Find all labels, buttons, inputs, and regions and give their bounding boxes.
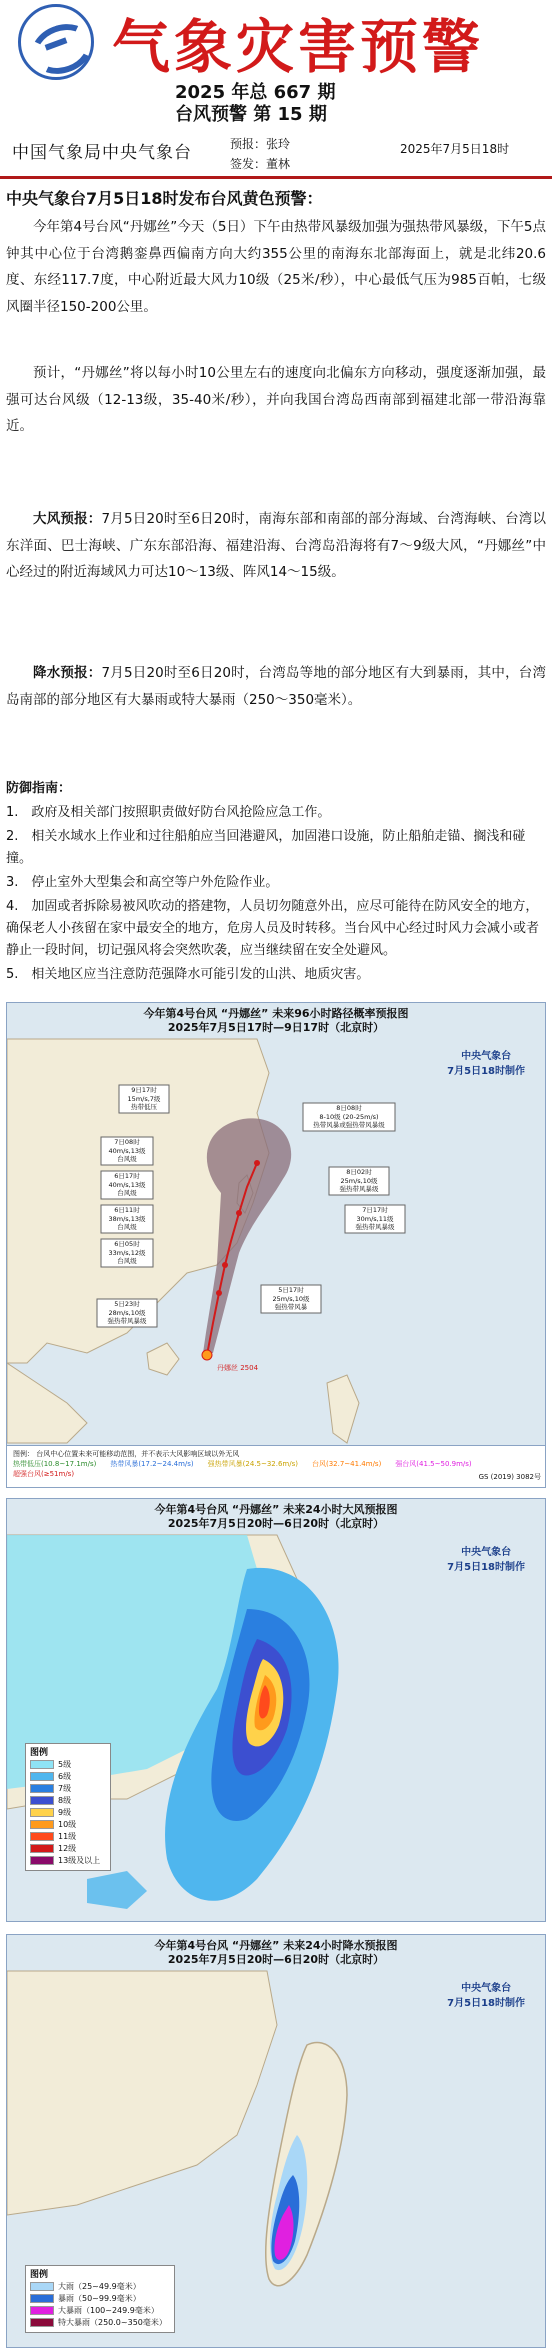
map2-subtitle: 2025年7月5日20时—6日20时（北京时） <box>167 1517 385 1530</box>
legend-item <box>30 1855 106 1867</box>
legend-title: 图例 <box>30 1748 49 1758</box>
issue-total: 2025 年总 667 期 <box>175 82 336 103</box>
track-label: 8日02时 25m/s,10级 强热带风暴级 <box>339 1168 379 1193</box>
track-label: 5日23时 28m/s,10级 强热带风暴级 <box>107 1300 147 1325</box>
legend-label: 10级 <box>58 1820 77 1829</box>
legend-title: 图例 <box>30 2270 49 2280</box>
map3-badge <box>447 1979 525 2009</box>
legend-item <box>30 1807 106 1819</box>
typhoon-center-current <box>202 1350 212 1360</box>
issue-typhoon: 台风预警 第 15 期 <box>175 104 327 125</box>
map3-legend <box>25 2265 175 2333</box>
rain-text: 7月5日20时至6日20时，台湾岛等地的部分地区有大到暴雨，其中，台湾岛南部的部分地区有大暴雨或特大暴雨（250～350毫米）。 <box>6 665 547 708</box>
legend-item <box>30 1759 106 1771</box>
guide-item: 1. 政府及相关部门按照职责做好防台风抢险应急工作。 <box>6 805 331 820</box>
headline: 中央气象台7月5日18时发布台风黄色预警： <box>6 189 323 208</box>
track-label: 8日08时 8-10级 (20-25m/s) 热带风暴或强热带风暴级 <box>313 1104 385 1129</box>
legend-label: 7级 <box>58 1784 72 1793</box>
header-divider <box>0 176 552 179</box>
legend-item <box>30 2317 170 2329</box>
issuing-organization: 中国气象局中央气象台 <box>12 143 192 163</box>
bulletin-header <box>0 0 552 128</box>
badge-time: 7月5日18时制作 <box>447 1998 525 2009</box>
legend-label: 大暴雨（100~249.9毫米） <box>58 2306 159 2315</box>
legend-item <box>30 2281 170 2293</box>
track-label: 9日17时 15m/s,7级 热带低压 <box>127 1086 161 1111</box>
map2-badge <box>447 1543 525 1573</box>
legend-label: 11级 <box>58 1832 77 1841</box>
guide-item: 2. 相关水域水上作业和过往船舶应当回港避风，加固港口设施，防止船舶走锚、搁浅和碰撞。 <box>6 829 526 866</box>
paragraph-forecast: 预计，“丹娜丝”将以每小时10公里左右的速度向北偏东方向移动，强度逐渐加强，最强可达台风级（12-13级，35-40米/秒），并向我国台湾岛西南部到福建北部一带沿海靠近。 <box>6 365 546 434</box>
legend-label: 9级 <box>58 1808 72 1817</box>
map-approval-number: GS (2019) 3082号 <box>478 1473 541 1481</box>
guide-title: 防御指南： <box>6 781 72 796</box>
legend-item: 强台风(41.5~50.9m/s) <box>395 1460 472 1468</box>
legend-label: 8级 <box>58 1796 72 1805</box>
legend-item <box>30 1771 106 1783</box>
badge-time: 7月5日18时制作 <box>447 1066 525 1077</box>
map2-title: 今年第4号台风 “丹娜丝” 未来24小时大风预报图 <box>154 1503 398 1516</box>
track-forecast-map <box>6 1002 546 1488</box>
signer: 签发：董林 <box>230 157 291 171</box>
legend-item: 热带低压(10.8~17.1m/s) <box>13 1460 97 1468</box>
paragraph-wind <box>6 506 546 586</box>
map1-subtitle: 2025年7月5日17时—9日17时（北京时） <box>167 1021 385 1034</box>
defense-guide <box>6 778 546 988</box>
legend-item <box>30 2293 170 2305</box>
legend-item <box>30 1795 106 1807</box>
track-label: 5日17时 25m/s,10级 强热带风暴 <box>272 1286 310 1311</box>
legend-label: 特大暴雨（250.0~350毫米） <box>58 2318 167 2327</box>
badge-org: 中央气象台 <box>461 1051 512 1062</box>
legend-item <box>30 1831 106 1843</box>
track-label: 6日17时 40m/s,13级 台风级 <box>108 1172 146 1197</box>
legend-item <box>30 1819 106 1831</box>
legend-note: 图例： 台风中心位置未来可能移动范围，并不表示大风影响区域以外无风 <box>13 1450 240 1458</box>
legend-item: 强热带风暴(24.5~32.6m/s) <box>207 1460 298 1468</box>
track-label: 6日11时 38m/s,13级 台风级 <box>108 1206 146 1231</box>
map1-title: 今年第4号台风 “丹娜丝” 未来96小时路径概率预报图 <box>143 1007 409 1020</box>
badge-time: 7月5日18时制作 <box>447 1562 525 1573</box>
legend-item: 台风(32.7~41.4m/s) <box>311 1460 382 1468</box>
guide-item: 3. 停止室外大型集会和高空等户外危险作业。 <box>6 875 279 890</box>
track-label: 7日17时 30m/s,11级 强热带风暴级 <box>355 1206 395 1231</box>
map3-title: 今年第4号台风 “丹娜丝” 未来24小时降水预报图 <box>154 1939 398 1952</box>
badge-org: 中央气象台 <box>461 1547 512 1558</box>
wind-label: 大风预报： <box>33 511 102 527</box>
page-title: 气象灾害预警 <box>112 13 485 81</box>
legend-item <box>30 2305 170 2317</box>
badge-org: 中央气象台 <box>461 1983 512 1994</box>
paragraph-summary: 今年第4号台风“丹娜丝”今天（5日）下午由热带风暴级加强为强热带风暴级，下午5点钟其中心位于台湾鹅銮鼻西偏南方向大约355公里的南海东北部海面上，就是北纬20.6度、东经117.7度，中心附近最大风力10级（25米/秒），中心最低气压为985百帕，七级风圈半径150-200公里。 <box>6 219 546 315</box>
legend-label: 12级 <box>58 1844 77 1853</box>
track-label: 6日05时 33m/s,12级 台风级 <box>108 1240 146 1265</box>
legend-label: 暴雨（50~99.9毫米） <box>58 2294 141 2303</box>
map3-subtitle: 2025年7月5日20时—6日20时（北京时） <box>167 1953 385 1966</box>
guide-item: 5. 相关地区应当注意防范强降水可能引发的山洪、地质灾害。 <box>6 967 370 982</box>
legend-item: 热带风暴(17.2~24.4m/s) <box>110 1460 194 1468</box>
rain-forecast-map <box>6 1934 546 2348</box>
map2-legend <box>25 1743 111 1871</box>
legend-item <box>30 1783 106 1795</box>
legend-label: 13级及以上 <box>58 1856 101 1865</box>
wind-text: 7月5日20时至6日20时，南海东部和南部的部分海域、台湾海峡、台湾以东洋面、巴士海峡、广东东部沿海、福建沿海、台湾岛沿海将有7～9级大风，“丹娜丝”中心经过的附近海域风力可达10～13级、阵风14～15级。 <box>6 511 547 580</box>
cma-logo <box>18 4 94 80</box>
track-label: 7日08时 40m/s,13级 台风级 <box>108 1138 146 1163</box>
guide-item: 4. 加固或者拆除易被风吹动的搭建物，人员切勿随意外出，应尽可能待在防风安全的地方，确保老人小孩留在家中最安全的地方，危房人员及时转移。当台风中心经过时风力会减小或者静止一段时间，切记强风将会突然吹袭，应当继续留在安全处避风。 <box>6 899 540 958</box>
legend-label: 大雨（25~49.9毫米） <box>58 2282 141 2291</box>
map1-badge <box>447 1047 525 1077</box>
legend-label: 6级 <box>58 1772 72 1781</box>
map1-legend <box>7 1445 546 1488</box>
paragraph-rain <box>6 660 546 713</box>
legend-item <box>30 1843 106 1855</box>
rain-label: 降水预报： <box>33 665 102 681</box>
legend-label: 5级 <box>58 1760 72 1769</box>
typhoon-name-label: 丹娜丝 2504 <box>217 1364 259 1372</box>
wind-forecast-map <box>6 1498 546 1922</box>
issue-date: 2025年7月5日18时 <box>400 142 510 156</box>
forecaster: 预报：张玲 <box>230 137 291 151</box>
legend-item: 超强台风(≥51m/s) <box>13 1470 75 1478</box>
